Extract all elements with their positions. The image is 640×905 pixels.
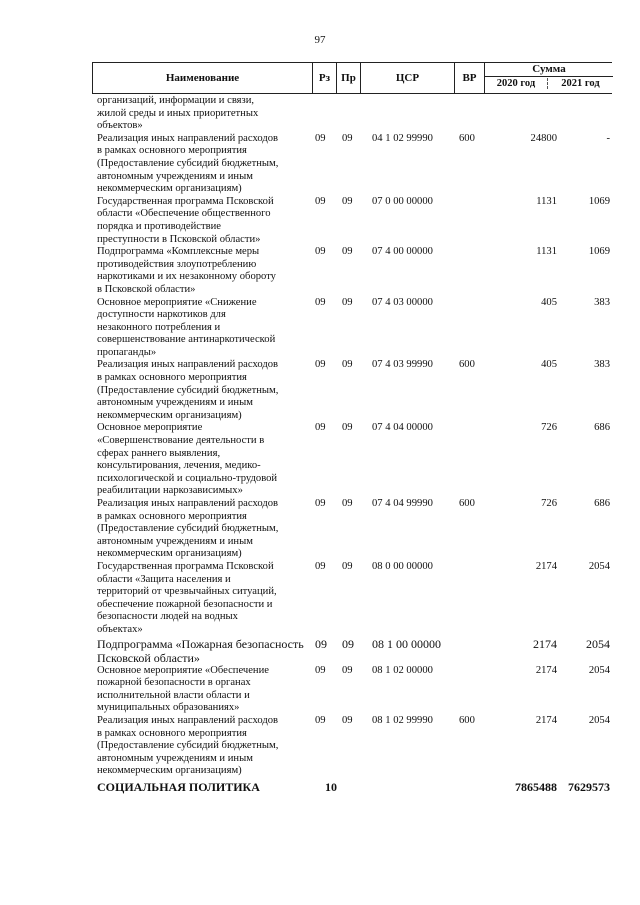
cell-csr: 08 1 00 00000 bbox=[372, 636, 441, 651]
header-name: Наименование bbox=[92, 62, 312, 94]
cell-csr: 07 4 03 99990 bbox=[372, 359, 433, 371]
cell-name: Основное мероприятие «Снижение доступности наркотиков для незаконного потребления и совершенствование антинаркотической пропаганды» bbox=[97, 296, 276, 358]
cell-name: Основное мероприятие «Совершенствование деятельности в сферах раннего выявления, консультирования, лечения, медико- психологической и социально-трудовой реабилитации наркозависимых» bbox=[97, 422, 278, 497]
header-sum: Сумма bbox=[532, 63, 566, 75]
cell-name: Подпрограмма «Пожарная безопасность Псковской области» bbox=[97, 636, 304, 665]
cell-name: Государственная программа Псковской области «Обеспечение общественного порядка и противодействие преступности в Псковской области» bbox=[97, 195, 274, 245]
cell-rz: 09 bbox=[315, 498, 326, 509]
cell-vr: 600 bbox=[459, 498, 475, 509]
cell-s1: 24800 bbox=[530, 132, 557, 144]
cell-name: Основное мероприятие «Обеспечение пожарной безопасности в органах исполнительной власти области и муниципальных образованиях» bbox=[97, 664, 269, 714]
cell-rz: 09 bbox=[315, 359, 326, 371]
table-row bbox=[97, 498, 617, 561]
cell-s2: 686 bbox=[594, 422, 610, 434]
cell-csr: 07 4 04 00000 bbox=[372, 422, 433, 434]
cell-s2: 686 bbox=[594, 498, 610, 509]
header-sum-group bbox=[484, 62, 612, 94]
cell-csr: 07 4 00 00000 bbox=[372, 246, 433, 258]
table-header bbox=[92, 62, 612, 94]
cell-s2: 383 bbox=[594, 296, 610, 308]
table-row bbox=[97, 422, 617, 498]
cell-s1: 2174 bbox=[535, 664, 557, 676]
cell-csr: 04 1 02 99990 bbox=[372, 132, 433, 144]
cell-s1: 405 bbox=[541, 359, 557, 371]
cell-rz: 09 bbox=[315, 132, 326, 144]
cell-s2: 383 bbox=[594, 359, 610, 371]
cell-name: Реализация иных направлений расходов в рамках основного мероприятия (Предоставление субсидий бюджетным, автономным учреждениям и иным некоммерческим организациям) bbox=[97, 132, 279, 195]
header-year-2021: 2021 год bbox=[547, 78, 613, 89]
table-row bbox=[97, 297, 617, 360]
cell-s1: 2174 bbox=[533, 636, 557, 651]
cell-rz: 09 bbox=[315, 296, 326, 308]
cell-csr: 08 1 02 99990 bbox=[372, 714, 433, 726]
cell-s2: 2054 bbox=[586, 636, 610, 651]
cell-rz: 10 bbox=[325, 779, 337, 794]
cell-pr: 09 bbox=[342, 664, 353, 676]
cell-s1: 726 bbox=[541, 498, 557, 509]
cell-s1: 726 bbox=[541, 422, 557, 434]
cell-s1: 1131 bbox=[536, 246, 557, 258]
cell-csr: 07 4 03 00000 bbox=[372, 296, 433, 308]
cell-pr: 09 bbox=[342, 422, 353, 434]
cell-vr: 600 bbox=[459, 714, 475, 726]
cell-rz: 09 bbox=[315, 636, 327, 651]
cell-rz: 09 bbox=[315, 422, 326, 434]
cell-vr: 600 bbox=[459, 359, 475, 371]
table-row bbox=[97, 133, 617, 196]
cell-s2: - bbox=[606, 132, 610, 144]
header-pr: Пр bbox=[336, 62, 360, 94]
table-row bbox=[97, 359, 617, 422]
cell-s2: 2054 bbox=[588, 714, 610, 726]
header-vr: ВР bbox=[454, 62, 484, 94]
cell-csr: 07 4 04 99990 bbox=[372, 498, 433, 509]
cell-name: СОЦИАЛЬНАЯ ПОЛИТИКА bbox=[97, 779, 260, 794]
cell-rz: 09 bbox=[315, 714, 326, 726]
cell-rz: 09 bbox=[315, 560, 326, 572]
cell-rz: 09 bbox=[315, 664, 326, 676]
cell-pr: 09 bbox=[342, 714, 353, 726]
cell-s2: 2054 bbox=[588, 560, 610, 572]
cell-s2: 1069 bbox=[588, 246, 610, 258]
header-csr: ЦСР bbox=[360, 62, 454, 94]
cell-csr: 07 0 00 00000 bbox=[372, 195, 433, 207]
cell-csr: 08 1 02 00000 bbox=[372, 664, 433, 676]
table-row bbox=[97, 637, 617, 665]
cell-name: Государственная программа Псковской области «Защита населения и территорий от чрезвычайных ситуаций, обеспечение пожарной безопасности и безопасности людей на водных объектах» bbox=[97, 560, 277, 635]
table-row bbox=[97, 95, 617, 133]
cell-name: организаций, информации и связи, жилой среды и иных приоритетных объектов» bbox=[97, 95, 259, 132]
cell-s2: 2054 bbox=[588, 664, 610, 676]
cell-s1: 7865488 bbox=[515, 779, 557, 794]
cell-name: Подпрограмма «Комплексные меры противодействия злоупотреблению наркотиками и их незаконному обороту в Псковской области» bbox=[97, 246, 276, 295]
cell-pr: 09 bbox=[342, 195, 353, 207]
cell-vr: 600 bbox=[459, 132, 475, 144]
cell-name: Реализация иных направлений расходов в рамках основного мероприятия (Предоставление субсидий бюджетным, автономным учреждениям и иным некоммерческим организациям) bbox=[97, 714, 279, 777]
table-row bbox=[97, 246, 617, 296]
table-row bbox=[97, 561, 617, 637]
table-row bbox=[97, 715, 617, 778]
cell-pr: 09 bbox=[342, 246, 353, 258]
cell-name: Реализация иных направлений расходов в рамках основного мероприятия (Предоставление субсидий бюджетным, автономным учреждениям и иным некоммерческим организациям) bbox=[97, 359, 279, 421]
cell-s1: 405 bbox=[541, 296, 557, 308]
cell-pr: 09 bbox=[342, 498, 353, 509]
cell-pr: 09 bbox=[342, 636, 354, 651]
cell-s1: 2174 bbox=[535, 560, 557, 572]
cell-pr: 09 bbox=[342, 560, 353, 572]
table-body bbox=[97, 95, 617, 794]
cell-name: Реализация иных направлений расходов в рамках основного мероприятия (Предоставление субсидий бюджетным, автономным учреждениям и иным некоммерческим организациям) bbox=[97, 498, 279, 560]
header-year-2020: 2020 год bbox=[496, 78, 536, 89]
cell-s1: 2174 bbox=[535, 714, 557, 726]
table-row bbox=[97, 665, 617, 715]
table-row bbox=[97, 196, 617, 246]
cell-s2: 7629573 bbox=[568, 779, 610, 794]
cell-pr: 09 bbox=[342, 132, 353, 144]
cell-s2: 1069 bbox=[588, 195, 610, 207]
header-rz: Рз bbox=[312, 62, 336, 94]
cell-s1: 1131 bbox=[536, 195, 557, 207]
cell-rz: 09 bbox=[315, 195, 326, 207]
cell-pr: 09 bbox=[342, 296, 353, 308]
table-row-total bbox=[97, 780, 617, 794]
page-number: 97 bbox=[314, 34, 326, 46]
cell-csr: 08 0 00 00000 bbox=[372, 560, 433, 572]
cell-rz: 09 bbox=[315, 246, 326, 258]
cell-pr: 09 bbox=[342, 359, 353, 371]
